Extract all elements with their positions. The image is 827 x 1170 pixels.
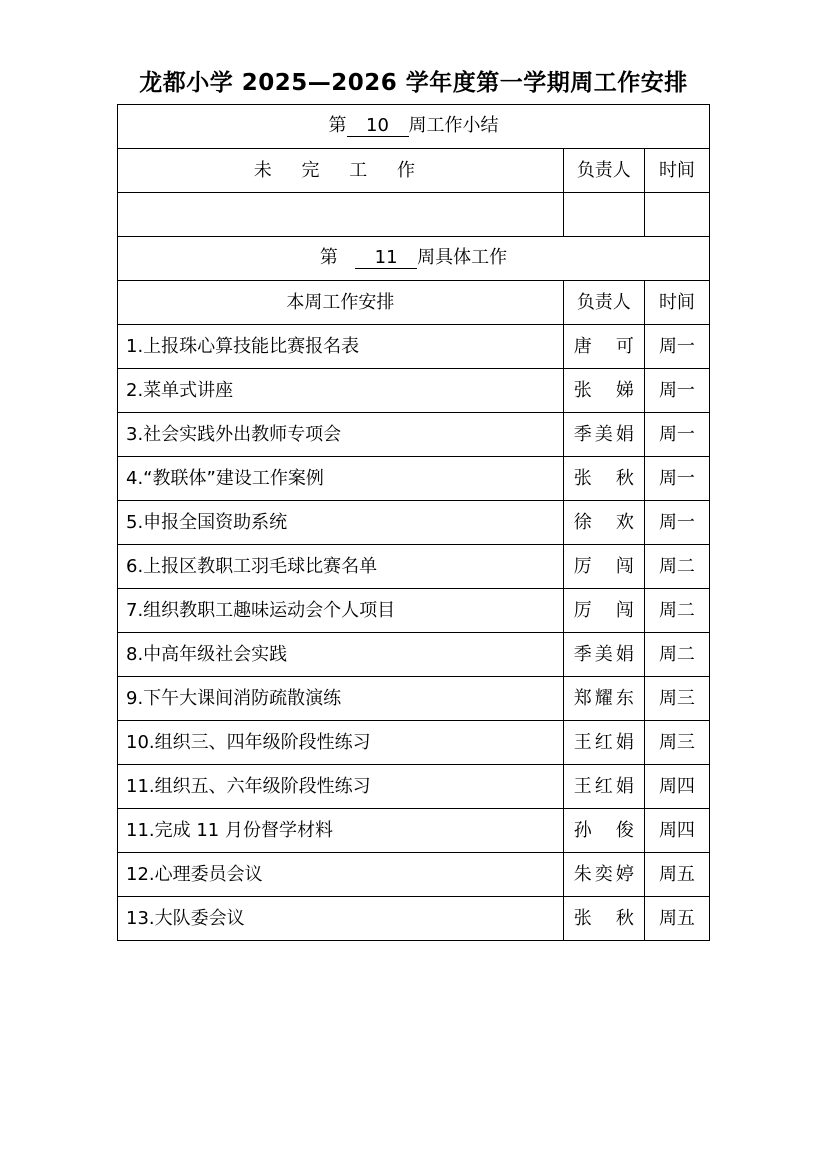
plan-person-cell: 季美娟 xyxy=(563,633,644,677)
plan-time-cell: 周一 xyxy=(644,457,709,501)
plan-task-cell: 10.组织三、四年级阶段性练习 xyxy=(118,721,564,765)
plan-row xyxy=(118,545,710,589)
plan-row xyxy=(118,809,710,853)
plan-task-cell: 3.社会实践外出教师专项会 xyxy=(118,413,564,457)
plan-person-cell: 季美娟 xyxy=(563,413,644,457)
plan-week-cell xyxy=(118,237,710,281)
plan-person-cell: 张娣 xyxy=(563,369,644,413)
plan-row xyxy=(118,369,710,413)
plan-time-cell: 周五 xyxy=(644,897,709,941)
plan-week-prefix: 第 xyxy=(319,247,338,268)
plan-person-cell: 徐欢 xyxy=(563,501,644,545)
plan-person-header: 负责人 xyxy=(563,281,644,325)
summary-week-number: 10 xyxy=(347,116,409,137)
plan-row xyxy=(118,853,710,897)
plan-task-cell: 6.上报区教职工羽毛球比赛名单 xyxy=(118,545,564,589)
plan-person-cell: 张秋 xyxy=(563,897,644,941)
plan-task-header: 本周工作安排 xyxy=(118,281,564,325)
plan-person-cell: 厉闯 xyxy=(563,545,644,589)
summary-week-suffix: 周工作小结 xyxy=(408,115,499,136)
plan-time-cell: 周一 xyxy=(644,325,709,369)
plan-task-cell: 12.心理委员会议 xyxy=(118,853,564,897)
plan-task-cell: 7.组织教职工趣味运动会个人项目 xyxy=(118,589,564,633)
plan-week-number: 11 xyxy=(355,248,417,269)
plan-row xyxy=(118,325,710,369)
summary-week-prefix: 第 xyxy=(328,115,347,136)
plan-row xyxy=(118,633,710,677)
plan-time-cell: 周四 xyxy=(644,765,709,809)
plan-person-cell: 孙俊 xyxy=(563,809,644,853)
plan-row xyxy=(118,589,710,633)
summary-task-header: 未 完 工 作 xyxy=(118,149,564,193)
plan-task-cell: 8.中高年级社会实践 xyxy=(118,633,564,677)
plan-task-cell: 9.下午大课间消防疏散演练 xyxy=(118,677,564,721)
plan-task-cell: 2.菜单式讲座 xyxy=(118,369,564,413)
plan-week-suffix: 周具体工作 xyxy=(417,247,508,268)
schedule-table xyxy=(117,104,710,941)
summary-person-header: 负责人 xyxy=(563,149,644,193)
plan-row xyxy=(118,721,710,765)
plan-time-cell: 周一 xyxy=(644,369,709,413)
plan-header-row xyxy=(118,281,710,325)
plan-time-cell: 周二 xyxy=(644,589,709,633)
plan-time-cell: 周一 xyxy=(644,413,709,457)
plan-week-row xyxy=(118,237,710,281)
summary-week-cell xyxy=(118,105,710,149)
schedule-table-body xyxy=(118,105,710,941)
plan-row xyxy=(118,501,710,545)
plan-person-cell: 张秋 xyxy=(563,457,644,501)
plan-row xyxy=(118,413,710,457)
plan-time-cell: 周四 xyxy=(644,809,709,853)
summary-task-cell xyxy=(118,193,564,237)
plan-person-cell: 王红娟 xyxy=(563,721,644,765)
plan-task-cell: 4.“教联体”建设工作案例 xyxy=(118,457,564,501)
plan-row xyxy=(118,677,710,721)
summary-time-header: 时间 xyxy=(644,149,709,193)
plan-time-header: 时间 xyxy=(644,281,709,325)
plan-time-cell: 周三 xyxy=(644,721,709,765)
plan-time-cell: 周二 xyxy=(644,633,709,677)
plan-task-cell: 11.完成 11 月份督学材料 xyxy=(118,809,564,853)
summary-header-row xyxy=(118,149,710,193)
document-title: 龙都小学 2025—2026 学年度第一学期周工作安排 xyxy=(139,70,688,96)
summary-row xyxy=(118,193,710,237)
plan-person-cell: 郑耀东 xyxy=(563,677,644,721)
plan-time-cell: 周二 xyxy=(644,545,709,589)
plan-time-cell: 周一 xyxy=(644,501,709,545)
plan-row xyxy=(118,457,710,501)
summary-person-cell xyxy=(563,193,644,237)
plan-time-cell: 周三 xyxy=(644,677,709,721)
plan-task-cell: 1.上报珠心算技能比赛报名表 xyxy=(118,325,564,369)
plan-time-cell: 周五 xyxy=(644,853,709,897)
plan-person-cell: 厉闯 xyxy=(563,589,644,633)
plan-person-cell: 朱奕婷 xyxy=(563,853,644,897)
plan-row xyxy=(118,897,710,941)
summary-time-cell xyxy=(644,193,709,237)
plan-row xyxy=(118,765,710,809)
plan-task-cell: 11.组织五、六年级阶段性练习 xyxy=(118,765,564,809)
plan-person-cell: 王红娟 xyxy=(563,765,644,809)
plan-person-cell: 唐可 xyxy=(563,325,644,369)
plan-task-cell: 13.大队委会议 xyxy=(118,897,564,941)
plan-task-cell: 5.申报全国资助系统 xyxy=(118,501,564,545)
summary-week-row xyxy=(118,105,710,149)
